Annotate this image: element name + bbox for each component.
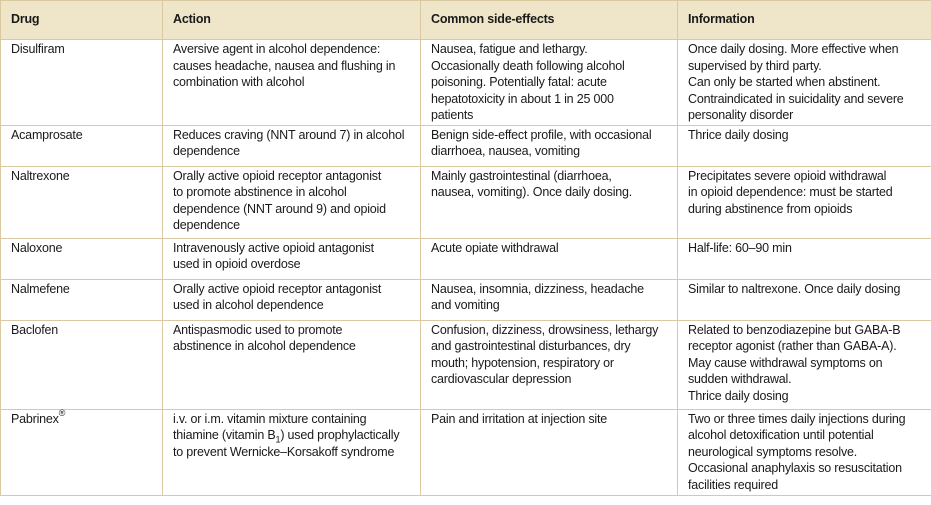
side-effects-line: hepatotoxicity in about 1 in 25 000 — [431, 91, 614, 106]
action-line: i.v. or i.m. vitamin mixture containing — [173, 411, 367, 426]
side-effects-line: poisoning. Potentially fatal: acute — [431, 75, 607, 89]
drug-name: Pabrinex — [11, 411, 59, 426]
action-line: used in opioid overdose — [173, 257, 301, 271]
information-line: receptor agonist (rather than GABA-A). — [688, 339, 897, 353]
side-effects-cell — [421, 238, 678, 279]
action-line: Reduces craving (NNT around 7) in alcohol — [173, 127, 405, 142]
information-cell — [678, 238, 931, 279]
side-effects-line: Acute opiate withdrawal — [431, 240, 559, 255]
information-cell — [678, 166, 931, 238]
side-effects-line: patients — [431, 108, 474, 122]
side-effects-line: Pain and irritation at injection site — [431, 411, 608, 426]
action-line: Antispasmodic used to promote — [173, 322, 343, 337]
action-cell — [163, 125, 421, 166]
action-cell — [163, 320, 421, 409]
header-action: Action — [163, 1, 421, 40]
action-line: dependence (NNT around 9) and opioid — [173, 201, 386, 216]
side-effects-cell — [421, 320, 678, 409]
information-line: Contraindicated in suicidality and severe — [688, 91, 904, 106]
vitamin-subscript: 1 — [275, 434, 281, 445]
side-effects-line: and gastrointestinal disturbances, dry — [431, 339, 631, 353]
table-row — [1, 238, 931, 279]
action-line: dependence — [173, 144, 240, 158]
information-cell — [678, 409, 931, 495]
action-line: Orally active opioid receptor antagonist — [173, 281, 382, 296]
action-line: Aversive agent in alcohol dependence: — [173, 42, 381, 56]
action-cell — [163, 238, 421, 279]
side-effects-line: Confusion, dizziness, drowsiness, lethargy — [431, 322, 659, 337]
table-header — [1, 1, 931, 40]
side-effects-line: Mainly gastrointestinal (diarrhoea, — [431, 168, 612, 183]
action-text: ) used prophylactically — [280, 428, 400, 442]
side-effects-line: Benign side-effect profile, with occasional — [431, 127, 652, 142]
information-line: May cause withdrawal symptoms on — [688, 355, 883, 370]
information-line: Related to benzodiazepine but GABA-B — [688, 322, 901, 337]
information-cell — [678, 320, 931, 409]
side-effects-cell — [421, 279, 678, 320]
table-body — [1, 40, 931, 496]
information-line: Thrice daily dosing — [688, 127, 789, 142]
header-drug: Drug — [1, 1, 163, 40]
side-effects-line: and vomiting — [431, 298, 500, 312]
registered-mark: ® — [58, 408, 66, 419]
information-line: Similar to naltrexone. Once daily dosing — [688, 281, 901, 296]
information-line: Can only be started when abstinent. — [688, 75, 881, 89]
information-line: neurological symptoms resolve. — [688, 444, 858, 459]
action-line: dependence — [173, 218, 240, 232]
information-cell — [678, 125, 931, 166]
information-line: Two or three times daily injections during — [688, 411, 906, 426]
drug-cell: Disulfiram — [1, 40, 163, 126]
action-line: causes headache, nausea and flushing in — [173, 58, 396, 73]
table-row — [1, 125, 931, 166]
action-line — [173, 427, 412, 444]
drug-cell: Naltrexone — [1, 166, 163, 238]
side-effects-cell — [421, 409, 678, 495]
action-cell — [163, 409, 421, 495]
side-effects-cell — [421, 125, 678, 166]
information-line: facilities required — [688, 477, 778, 492]
side-effects-line: nausea, vomiting). Once daily dosing. — [431, 185, 633, 199]
drug-cell: Naloxone — [1, 238, 163, 279]
side-effects-cell — [421, 40, 678, 126]
side-effects-cell — [421, 166, 678, 238]
side-effects-line: Nausea, fatigue and lethargy. — [431, 42, 588, 56]
information-line: Precipitates severe opioid withdrawal — [688, 168, 887, 183]
side-effects-line: diarrhoea, nausea, vomiting — [431, 144, 580, 158]
table-row — [1, 279, 931, 320]
action-cell — [163, 166, 421, 238]
side-effects-line: mouth; hypotension, respiratory or — [431, 355, 614, 370]
information-line: Once daily dosing. More effective when — [688, 42, 899, 56]
action-cell — [163, 40, 421, 126]
information-cell — [678, 279, 931, 320]
information-line: in opioid dependence: must be started — [688, 185, 893, 199]
information-line: personality disorder — [688, 108, 794, 122]
side-effects-line: Occasionally death following alcohol — [431, 58, 625, 73]
action-line: combination with alcohol — [173, 75, 305, 89]
action-line: to promote abstinence in alcohol — [173, 185, 347, 199]
side-effects-line: cardiovascular depression — [431, 372, 572, 386]
action-cell — [163, 279, 421, 320]
table-row — [1, 320, 931, 409]
information-line: sudden withdrawal. — [688, 372, 792, 386]
information-line: supervised by third party. — [688, 58, 822, 73]
information-line: alcohol detoxification until potential — [688, 428, 874, 442]
information-line: Occasional anaphylaxis so resuscitation — [688, 461, 902, 475]
side-effects-line: Nausea, insomnia, dizziness, headache — [431, 281, 644, 296]
drug-cell — [1, 409, 163, 495]
drug-cell: Nalmefene — [1, 279, 163, 320]
action-line: Intravenously active opioid antagonist — [173, 240, 374, 255]
drug-cell: Baclofen — [1, 320, 163, 409]
information-cell — [678, 40, 931, 126]
action-line: abstinence in alcohol dependence — [173, 339, 356, 353]
header-row — [1, 1, 931, 40]
table-row — [1, 40, 931, 126]
action-line: to prevent Wernicke–Korsakoff syndrome — [173, 444, 395, 459]
information-line: during abstinence from opioids — [688, 201, 853, 216]
action-text: thiamine (vitamin B — [173, 428, 276, 442]
action-line: Orally active opioid receptor antagonist — [173, 168, 382, 183]
information-line: Half-life: 60–90 min — [688, 240, 792, 255]
table-row — [1, 166, 931, 238]
information-line: Thrice daily dosing — [688, 388, 789, 403]
drug-cell: Acamprosate — [1, 125, 163, 166]
header-information: Information — [678, 1, 931, 40]
header-side-effects: Common side-effects — [421, 1, 678, 40]
table-row — [1, 409, 931, 495]
action-line: used in alcohol dependence — [173, 298, 324, 312]
